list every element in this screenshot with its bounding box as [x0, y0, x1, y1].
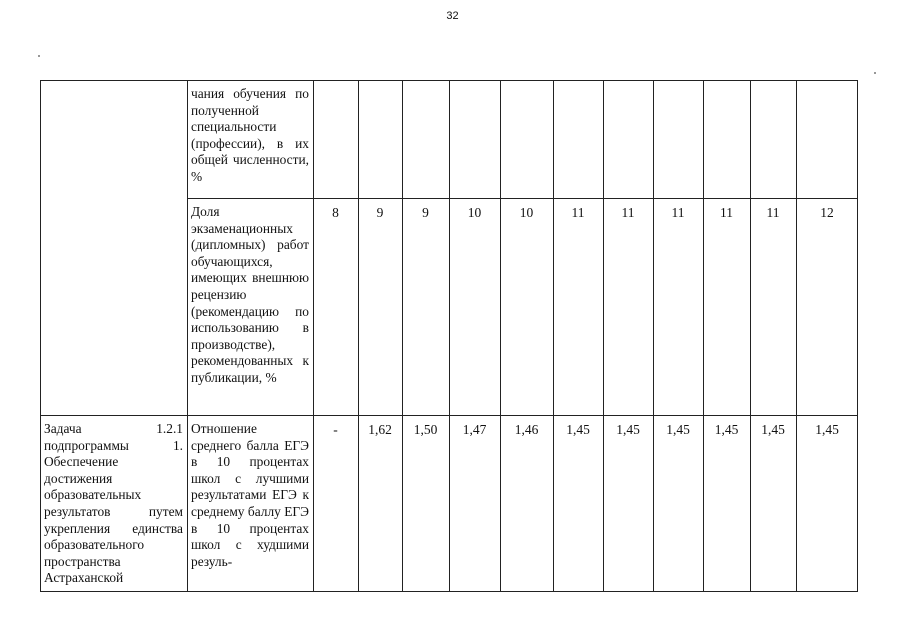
value-cell: 1,62	[368, 422, 392, 437]
value-cell: 1,47	[462, 422, 487, 437]
value-cell: 12	[820, 205, 834, 220]
value-cell: 8	[332, 205, 339, 220]
task-cell: Задача 1.2.1 подпрограммы 1. Обеспечение достижения образовательных результатов путем укрепления единства образовательного пространства Астраханской	[44, 421, 183, 586]
value-cell: 9	[422, 205, 429, 220]
column-divider	[313, 80, 314, 592]
column-divider	[796, 80, 797, 592]
value-cell: 11	[571, 205, 585, 220]
value-cell: 10	[519, 205, 534, 220]
value-cell: 1,50	[413, 422, 438, 437]
value-cell: 1,46	[514, 422, 539, 437]
value-cell: 9	[376, 205, 384, 220]
value-cell: -	[333, 422, 338, 437]
column-divider	[703, 80, 704, 592]
column-divider	[402, 80, 403, 592]
value-cell: 1,45	[666, 422, 690, 437]
column-divider	[500, 80, 501, 592]
task-cell	[44, 204, 183, 413]
indicator-cell: Доля экзаменационных (дипломных) работ обучающихся, имеющих внешнюю рецензию (рекомендацию по использованию в производстве), рекомендованных к публикации, %	[191, 204, 309, 385]
value-cell: 1,45	[566, 422, 590, 437]
column-divider	[187, 80, 188, 592]
column-divider	[553, 80, 554, 592]
column-divider	[358, 80, 359, 592]
value-cell: 11	[671, 205, 685, 220]
value-cell: 1,45	[616, 422, 640, 437]
indicator-cell: чания обучения по полученной специальности (профессии), в их общей численности, %	[191, 86, 309, 184]
column-divider	[449, 80, 450, 592]
value-cell: 11	[621, 205, 635, 220]
value-cell: 10	[467, 205, 482, 220]
task-cell	[44, 86, 183, 196]
column-divider	[653, 80, 654, 592]
row-divider	[187, 198, 858, 199]
column-divider	[603, 80, 604, 592]
value-cell: 1,45	[761, 422, 785, 437]
value-cell: 11	[766, 205, 780, 220]
page-number: 32	[446, 10, 459, 22]
value-cell: 11	[720, 205, 733, 220]
value-cell: 1,45	[714, 422, 739, 437]
indicator-cell: Отношение среднего балла ЕГЭ в 10 процентах школ с лучшими результатами ЕГЭ к среднему баллу ЕГЭ в 10 процентах школ с худшими резуль-	[191, 421, 309, 569]
value-cell: 1,45	[815, 422, 839, 437]
scan-speck	[874, 72, 876, 74]
column-divider	[750, 80, 751, 592]
scan-speck	[38, 55, 40, 57]
